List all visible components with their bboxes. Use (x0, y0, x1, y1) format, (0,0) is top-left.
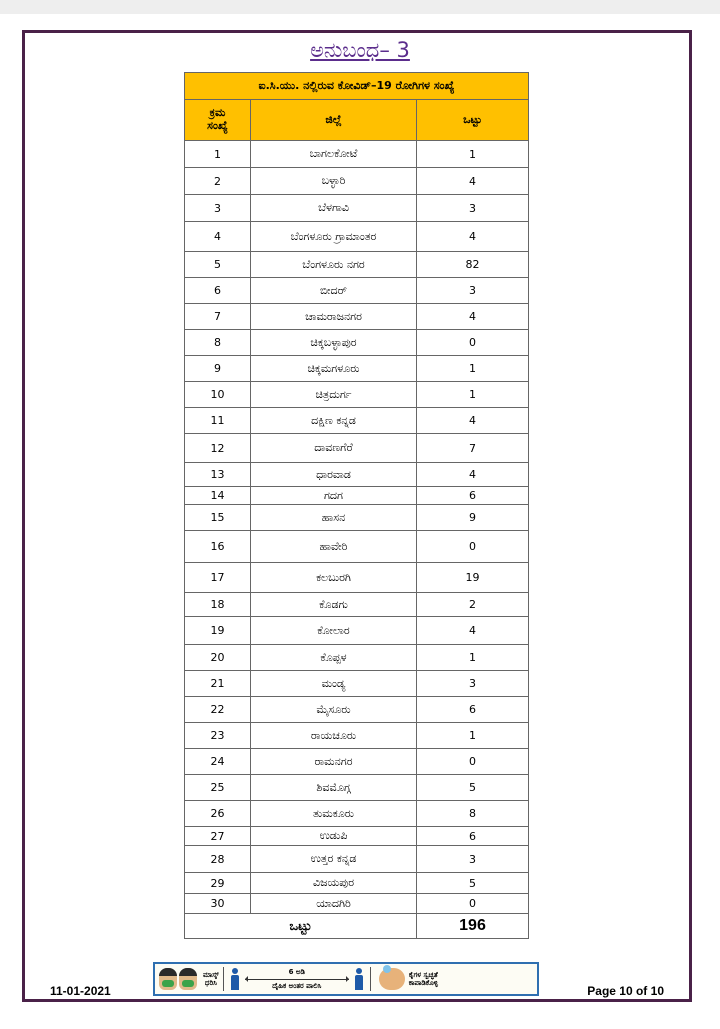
count-cell: 3 (417, 846, 529, 873)
header-total: ಒಟ್ಟು (417, 100, 529, 141)
serial-cell: 8 (185, 330, 251, 356)
page-of: of (632, 984, 651, 998)
district-cell: ಶಿವಮೊಗ್ಗ (251, 775, 417, 801)
count-cell: 82 (417, 252, 529, 278)
table-row (185, 278, 529, 304)
table-row (185, 222, 529, 252)
district-cell: ಚಿತ್ರದುರ್ಗ (251, 382, 417, 408)
footer-date: 11-01-2021 (50, 984, 111, 998)
table-row (185, 304, 529, 330)
page-label: Page (587, 984, 620, 998)
district-cell: ದಕ್ಷಿಣ ಕನ್ನಡ (251, 408, 417, 434)
mask-section (155, 964, 219, 994)
serial-cell: 12 (185, 434, 251, 463)
divider (223, 967, 224, 991)
table-row (185, 487, 529, 505)
district-cell: ಬಳ್ಳಾರಿ (251, 168, 417, 195)
district-cell: ಉತ್ತರ ಕನ್ನಡ (251, 846, 417, 873)
safety-banner (153, 962, 539, 996)
district-cell: ಬಾಗಲಕೋಟೆ (251, 141, 417, 168)
table-row (185, 593, 529, 617)
total-value: 196 (417, 914, 529, 939)
header-serial-line1: ಕ್ರಮ (209, 106, 226, 120)
count-cell: 19 (417, 563, 529, 593)
district-cell: ರಾಮನಗರ (251, 749, 417, 775)
header-district: ಜಿಲ್ಲೆ (251, 100, 417, 141)
district-cell: ಉಡುಪಿ (251, 827, 417, 846)
table-row (185, 141, 529, 168)
distance-section (228, 964, 366, 994)
page-total: 10 (650, 984, 664, 998)
serial-cell: 9 (185, 356, 251, 382)
serial-cell: 11 (185, 408, 251, 434)
count-cell: 1 (417, 141, 529, 168)
distance-value: 6 ಅಡಿ (288, 968, 305, 977)
table-row (185, 846, 529, 873)
district-cell: ರಾಯಚೂರು (251, 723, 417, 749)
count-cell: 4 (417, 222, 529, 252)
top-bar (0, 0, 720, 14)
serial-cell: 10 (185, 382, 251, 408)
table-row (185, 723, 529, 749)
page-current: 10 (619, 984, 633, 998)
serial-cell: 22 (185, 697, 251, 723)
district-cell: ಯಾದಗಿರಿ (251, 894, 417, 914)
table-body (185, 141, 529, 914)
table-row (185, 873, 529, 894)
table-row (185, 330, 529, 356)
table-row (185, 168, 529, 195)
table-row (185, 463, 529, 487)
serial-cell: 26 (185, 801, 251, 827)
table-row (185, 801, 529, 827)
serial-cell: 24 (185, 749, 251, 775)
serial-cell: 4 (185, 222, 251, 252)
count-cell: 5 (417, 775, 529, 801)
table-row (185, 617, 529, 645)
district-cell: ಚಿಕ್ಕಬಳ್ಳಾಪುರ (251, 330, 417, 356)
page-title: ಅನುಬಂಧ– 3 (310, 38, 410, 62)
district-cell: ವಿಜಯಪುರ (251, 873, 417, 894)
district-cell: ಬೀದರ್ (251, 278, 417, 304)
serial-cell: 29 (185, 873, 251, 894)
serial-cell: 3 (185, 195, 251, 222)
count-cell: 4 (417, 304, 529, 330)
page-number (587, 984, 664, 998)
count-cell: 1 (417, 382, 529, 408)
serial-cell: 16 (185, 531, 251, 563)
count-cell: 7 (417, 434, 529, 463)
count-cell: 3 (417, 195, 529, 222)
count-cell: 0 (417, 531, 529, 563)
serial-cell: 17 (185, 563, 251, 593)
table-row (185, 749, 529, 775)
serial-cell: 18 (185, 593, 251, 617)
table-row (185, 775, 529, 801)
mask-text (203, 971, 219, 988)
count-cell: 6 (417, 697, 529, 723)
total-label: ಒಟ್ಟು (185, 914, 417, 939)
district-cell: ಕೊಡಗು (251, 593, 417, 617)
handwash-section (375, 964, 438, 994)
district-cell: ಬೆಂಗಳೂರು ನಗರ (251, 252, 417, 278)
table-row (185, 827, 529, 846)
header-serial-line2: ಸಂಖ್ಯೆ (207, 119, 228, 132)
district-cell: ಗದಗ (251, 487, 417, 505)
count-cell: 5 (417, 873, 529, 894)
count-cell: 3 (417, 278, 529, 304)
serial-cell: 1 (185, 141, 251, 168)
district-cell: ಬೆಂಗಳೂರು ಗ್ರಾಮಾಂತರ (251, 222, 417, 252)
district-cell: ಬೆಳಗಾವಿ (251, 195, 417, 222)
count-cell: 6 (417, 487, 529, 505)
count-cell: 4 (417, 168, 529, 195)
count-cell: 4 (417, 617, 529, 645)
district-cell: ಚಿಕ್ಕಮಗಳೂರು (251, 356, 417, 382)
district-cell: ದಾವಣಗೆರೆ (251, 434, 417, 463)
table-row (185, 645, 529, 671)
table-row (185, 252, 529, 278)
masked-face-icon (179, 968, 197, 990)
serial-cell: 20 (185, 645, 251, 671)
table-row (185, 671, 529, 697)
district-cell: ಕೋಲಾರ (251, 617, 417, 645)
count-cell: 3 (417, 671, 529, 697)
table-row (185, 894, 529, 914)
count-cell: 1 (417, 723, 529, 749)
masked-faces-icon (159, 968, 177, 990)
mask-line1: ಮಾಸ್ಕ್ (203, 970, 219, 979)
district-cell: ತುಮಕೂರು (251, 801, 417, 827)
count-cell: 0 (417, 749, 529, 775)
district-cell: ಚಾಮರಾಜನಗರ (251, 304, 417, 330)
count-cell: 0 (417, 894, 529, 914)
table-row (185, 697, 529, 723)
total-row (185, 914, 529, 939)
district-cell: ಕಲಬುರಗಿ (251, 563, 417, 593)
handwash-icon (379, 968, 405, 990)
serial-cell: 6 (185, 278, 251, 304)
count-cell: 9 (417, 505, 529, 531)
distance-text: ದೈಹಿಕ ಅಂತರ ಪಾಲಿಸಿ (272, 981, 322, 990)
serial-cell: 2 (185, 168, 251, 195)
count-cell: 4 (417, 408, 529, 434)
serial-cell: 7 (185, 304, 251, 330)
table-row (185, 434, 529, 463)
hands-line1: ಕೈಗಳ ಸ್ವಚ್ಛತೆ (408, 970, 438, 979)
serial-cell: 5 (185, 252, 251, 278)
serial-cell: 15 (185, 505, 251, 531)
serial-cell: 27 (185, 827, 251, 846)
table-row (185, 505, 529, 531)
serial-cell: 28 (185, 846, 251, 873)
serial-cell: 13 (185, 463, 251, 487)
handwash-text (409, 971, 438, 988)
header-serial (185, 100, 251, 141)
double-arrow-icon (245, 979, 349, 980)
serial-cell: 30 (185, 894, 251, 914)
count-cell: 4 (417, 463, 529, 487)
mask-line2: ಧರಿಸಿ (204, 979, 217, 987)
district-cell: ಕೊಪ್ಪಳ (251, 645, 417, 671)
serial-cell: 23 (185, 723, 251, 749)
district-cell: ಮೈಸೂರು (251, 697, 417, 723)
serial-cell: 21 (185, 671, 251, 697)
icu-covid-table (184, 72, 529, 939)
table-row (185, 356, 529, 382)
count-cell: 8 (417, 801, 529, 827)
serial-cell: 14 (185, 487, 251, 505)
count-cell: 1 (417, 645, 529, 671)
count-cell: 1 (417, 356, 529, 382)
serial-cell: 25 (185, 775, 251, 801)
table-title: ಐ.ಸಿ.ಯು. ನಲ್ಲಿರುವ ಕೋವಿಡ್–19 ರೋಗಿಗಳ ಸಂಖ್ಯೆ (185, 73, 529, 100)
table-row (185, 408, 529, 434)
district-cell: ಮಂಡ್ಯ (251, 671, 417, 697)
district-cell: ಧಾರವಾಡ (251, 463, 417, 487)
hands-line2: ಕಾಪಾಡಿಕೊಳ್ಳಿ (408, 979, 438, 987)
count-cell: 0 (417, 330, 529, 356)
table-row (185, 382, 529, 408)
table-row (185, 531, 529, 563)
count-cell: 2 (417, 593, 529, 617)
district-cell: ಹಾಸನ (251, 505, 417, 531)
person-icon (355, 968, 363, 990)
district-cell: ಹಾವೇರಿ (251, 531, 417, 563)
distance-indicator (242, 968, 352, 990)
person-icon (231, 968, 239, 990)
count-cell: 6 (417, 827, 529, 846)
serial-cell: 19 (185, 617, 251, 645)
table-row (185, 563, 529, 593)
table-row (185, 195, 529, 222)
divider (370, 967, 371, 991)
